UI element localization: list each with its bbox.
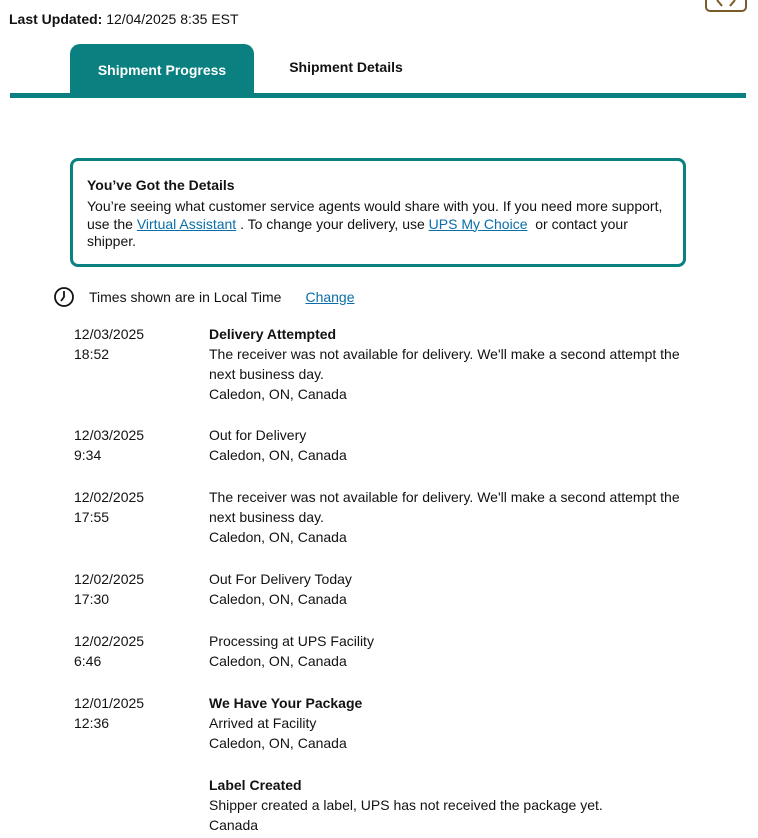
info-text-part-3: or contact your shipper. <box>87 215 628 249</box>
expand-button[interactable] <box>705 0 747 12</box>
event-location: Caledon, ON, Canada <box>209 735 347 751</box>
event-time: 18:52 <box>74 346 110 362</box>
virtual-assistant-link[interactable]: Virtual Assistant <box>136 215 237 232</box>
event-datetime <box>74 569 194 609</box>
tab-bar <box>10 44 746 98</box>
event-location: Caledon, ON, Canada <box>209 591 347 607</box>
event-description <box>209 775 684 835</box>
event-datetime <box>74 487 194 527</box>
details-info-box <box>70 158 686 267</box>
event-description <box>209 487 684 547</box>
event-description <box>209 324 684 404</box>
event-description <box>209 693 684 753</box>
event-location: Caledon, ON, Canada <box>209 529 347 545</box>
event-location: Caledon, ON, Canada <box>209 653 347 669</box>
event-title: Label Created <box>209 777 302 793</box>
expand-icon <box>715 0 737 8</box>
tab-shipment-details[interactable]: Shipment Details <box>289 58 403 75</box>
event-date: 12/02/2025 <box>74 571 145 587</box>
event-description <box>209 631 684 671</box>
info-text-part-2: . To change your delivery, use <box>240 215 425 232</box>
event-datetime <box>74 693 194 733</box>
ups-my-choice-link[interactable]: UPS My Choice <box>428 215 528 232</box>
info-box-text <box>87 198 669 251</box>
event-time: 17:55 <box>74 509 110 525</box>
event-description <box>209 569 684 609</box>
event-date: 12/03/2025 <box>74 427 145 443</box>
last-updated-label: Last Updated: <box>9 11 103 27</box>
event-time: 9:34 <box>74 447 102 463</box>
change-timezone-link[interactable]: Change <box>305 289 355 305</box>
event-title: Delivery Attempted <box>209 326 337 342</box>
event-date: 12/01/2025 <box>74 695 145 711</box>
event-time: 6:46 <box>74 653 102 669</box>
event-description <box>209 425 684 465</box>
timezone-label: Times shown are in Local Time <box>89 289 282 305</box>
info-box-title: You’ve Got the Details <box>87 177 235 193</box>
event-status: The receiver was not available for delivery. We'll make a second attempt the next business day. <box>209 489 680 525</box>
event-status: Arrived at Facility <box>209 715 317 731</box>
tab-shipment-progress[interactable]: Shipment Progress <box>70 44 254 93</box>
event-date: 12/03/2025 <box>74 326 145 342</box>
timezone-row <box>53 286 355 308</box>
event-status: Shipper created a label, UPS has not received the package yet. <box>209 797 603 813</box>
event-location: Caledon, ON, Canada <box>209 447 347 463</box>
clock-icon <box>53 286 75 308</box>
event-date: 12/02/2025 <box>74 633 145 649</box>
event-status: Out for Delivery <box>209 427 307 443</box>
event-title: We Have Your Package <box>209 695 363 711</box>
event-location: Caledon, ON, Canada <box>209 386 347 402</box>
last-updated-value: 12/04/2025 8:35 EST <box>106 11 239 27</box>
info-text-part-1: You’re seeing what customer service agents would share with you. If you need more support, use the <box>87 198 663 232</box>
event-status: Processing at UPS Facility <box>209 633 374 649</box>
event-datetime <box>74 324 194 364</box>
event-time: 17:30 <box>74 591 110 607</box>
event-location: Canada <box>209 817 259 833</box>
event-date: 12/02/2025 <box>74 489 145 505</box>
event-status: Out For Delivery Today <box>209 571 352 587</box>
event-status: The receiver was not available for delivery. We'll make a second attempt the next business day. <box>209 346 680 382</box>
last-updated <box>9 11 239 27</box>
event-datetime <box>74 425 194 465</box>
event-datetime <box>74 631 194 671</box>
event-time: 12:36 <box>74 715 110 731</box>
